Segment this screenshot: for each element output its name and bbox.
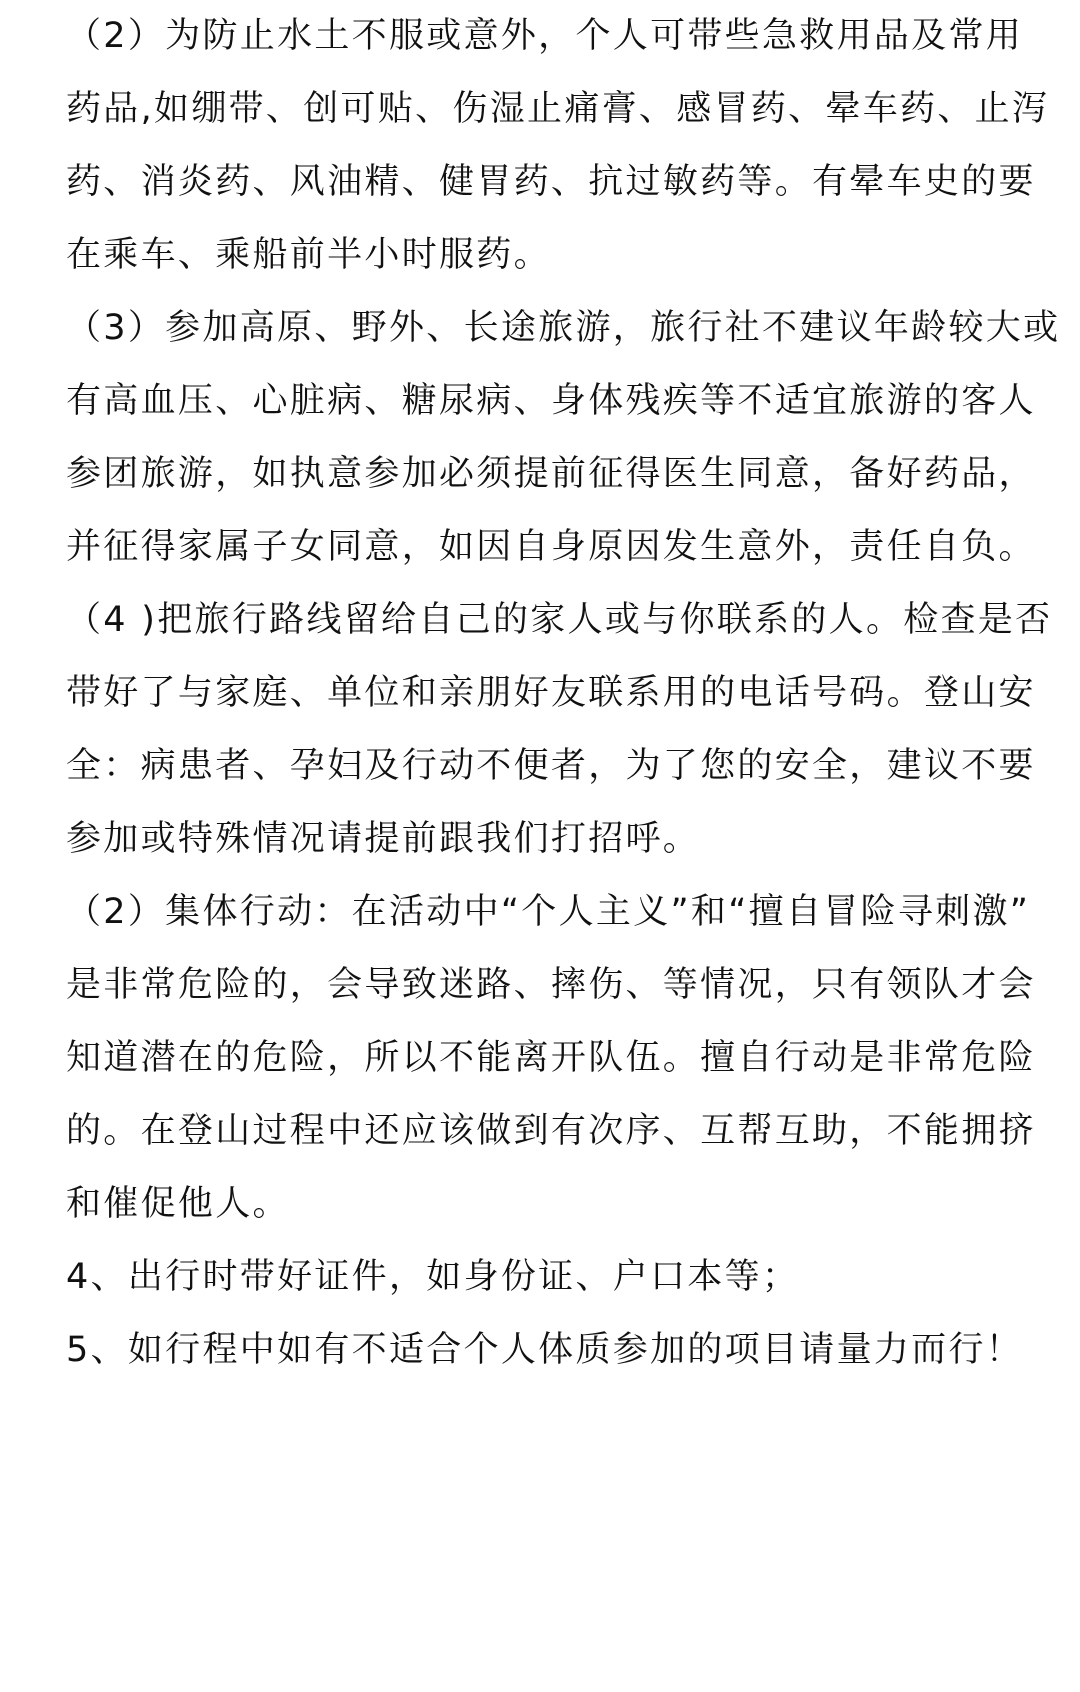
text-line-9: （4 )把旅行路线留给自己的家人或与你联系的人。检查是否 xyxy=(66,600,1053,640)
text-line-6: 有高血压、心脏病、糖尿病、身体残疾等不适宜旅游的客人 xyxy=(66,381,1036,421)
text-line-5: （3）参加高原、野外、长途旅游，旅行社不建议年龄较大或 xyxy=(66,308,1061,348)
text-line-12: 参加或特殊情况请提前跟我们打招呼。 xyxy=(66,819,701,859)
text-line-1: （2）为防止水土不服或意外，个人可带些急救用品及常用 xyxy=(66,16,1024,56)
text-line-4: 在乘车、乘船前半小时服药。 xyxy=(66,235,551,275)
text-line-3: 药、消炎药、风油精、健胃药、抗过敏药等。有晕车史的要 xyxy=(66,162,1036,202)
text-line-16: 的。在登山过程中还应该做到有次序、互帮互助，不能拥挤 xyxy=(66,1111,1036,1151)
text-line-18: 4、出行时带好证件，如身份证、户口本等； xyxy=(66,1257,800,1297)
text-line-10: 带好了与家庭、单位和亲朋好友联系用的电话号码。登山安 xyxy=(66,673,1036,713)
text-line-2: 药品,如绷带、创可贴、伤湿止痛膏、感冒药、晕车药、止泻 xyxy=(66,89,1050,129)
text-line-19: 5、如行程中如有不适合个人体质参加的项目请量力而行！ xyxy=(66,1330,1024,1370)
text-line-15: 知道潜在的危险，所以不能离开队伍。擅自行动是非常危险 xyxy=(66,1038,1036,1078)
document-body xyxy=(66,0,1061,1387)
text-line-8: 并征得家属子女同意，如因自身原因发生意外，责任自负。 xyxy=(66,527,1036,567)
text-line-11: 全：病患者、孕妇及行动不便者，为了您的安全，建议不要 xyxy=(66,746,1036,786)
text-line-7: 参团旅游，如执意参加必须提前征得医生同意，备好药品， xyxy=(66,454,1036,494)
text-line-14: 是非常危险的，会导致迷路、摔伤、等情况，只有领队才会 xyxy=(66,965,1036,1005)
text-line-13: （2）集体行动：在活动中“个人主义”和“擅自冒险寻刺激” xyxy=(66,892,1031,932)
text-line-17: 和催促他人。 xyxy=(66,1184,290,1224)
